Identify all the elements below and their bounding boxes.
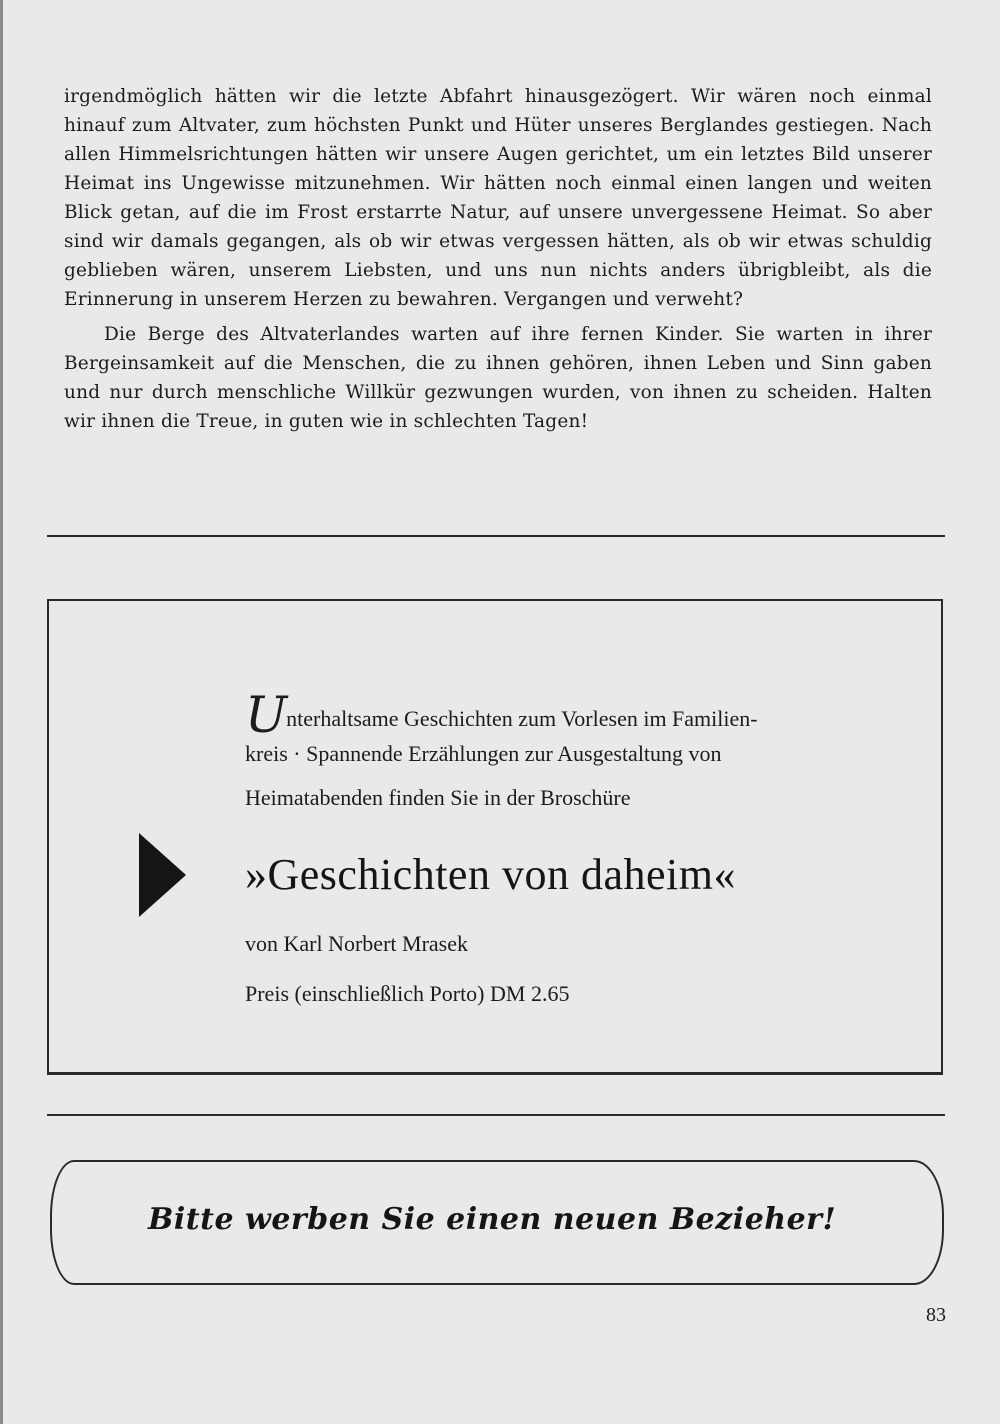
booklet-price: Preis (einschließlich Porto) DM 2.65 — [245, 981, 570, 1006]
page-number: 83 — [926, 1304, 946, 1326]
paragraph-2: Die Berge des Altvaterlandes warten auf ihre fernen Kinder. Sie warten in ihrer Bergeinsamkeit auf die Menschen, die zu ihnen gehören, ihnen Leben und Sinn gaben und nur durch menschliche Willkür gezwungen wurden, von ihnen zu scheiden. Halten wir ihnen die Treue, in guten wie in schlechten Tagen! — [64, 324, 932, 432]
ad-intro-line-3: Heimatabenden finden Sie in der Broschüre — [245, 785, 631, 810]
subscriber-banner — [50, 1160, 944, 1285]
booklet-title: »Geschichten von daheim« — [245, 850, 736, 899]
triangle-right-icon — [139, 833, 186, 917]
page-edge — [0, 0, 3, 1424]
ad-intro-line-1-text: nterhaltsame Geschichten zum Vorlesen im Familien- — [286, 706, 758, 731]
ad-intro-line-1 — [245, 686, 758, 744]
drop-cap: U — [245, 686, 286, 744]
paragraph-1: irgendmöglich hätten wir die letzte Abfahrt hinausgezögert. Wir wären noch einmal hinauf zum Altvater, zum höchsten Punkt und Hüter unseres Berglandes gestiegen. Nach allen Himmelsrichtungen hätten wir unsere Augen gerichtet, um ein letztes Bild unserer Heimat ins Ungewisse mitzunehmen. Wir hätten noch einmal einen langen und weiten Blick getan, auf die im Frost erstarrte Natur, auf unsere unvergessene Heimat. So aber sind wir damals gegangen, als ob wir etwas vergessen hätten, als ob wir etwas schuldig geblieben wären, unserem Liebsten, und uns nun nichts anders übrigbleibt, als die Erinnerung in unserem Herzen zu bewahren. Vergangen und verweht? — [64, 86, 932, 310]
booklet-author: von Karl Norbert Mrasek — [245, 931, 468, 956]
advertisement-box — [47, 599, 943, 1075]
divider-top — [47, 535, 945, 537]
article-text — [64, 82, 932, 436]
divider-middle — [47, 1114, 945, 1116]
ad-intro-line-2: kreis · Spannende Erzählungen zur Ausgestaltung von — [245, 741, 722, 766]
banner-text: Bitte werben Sie einen neuen Bezieher! — [148, 1202, 837, 1237]
